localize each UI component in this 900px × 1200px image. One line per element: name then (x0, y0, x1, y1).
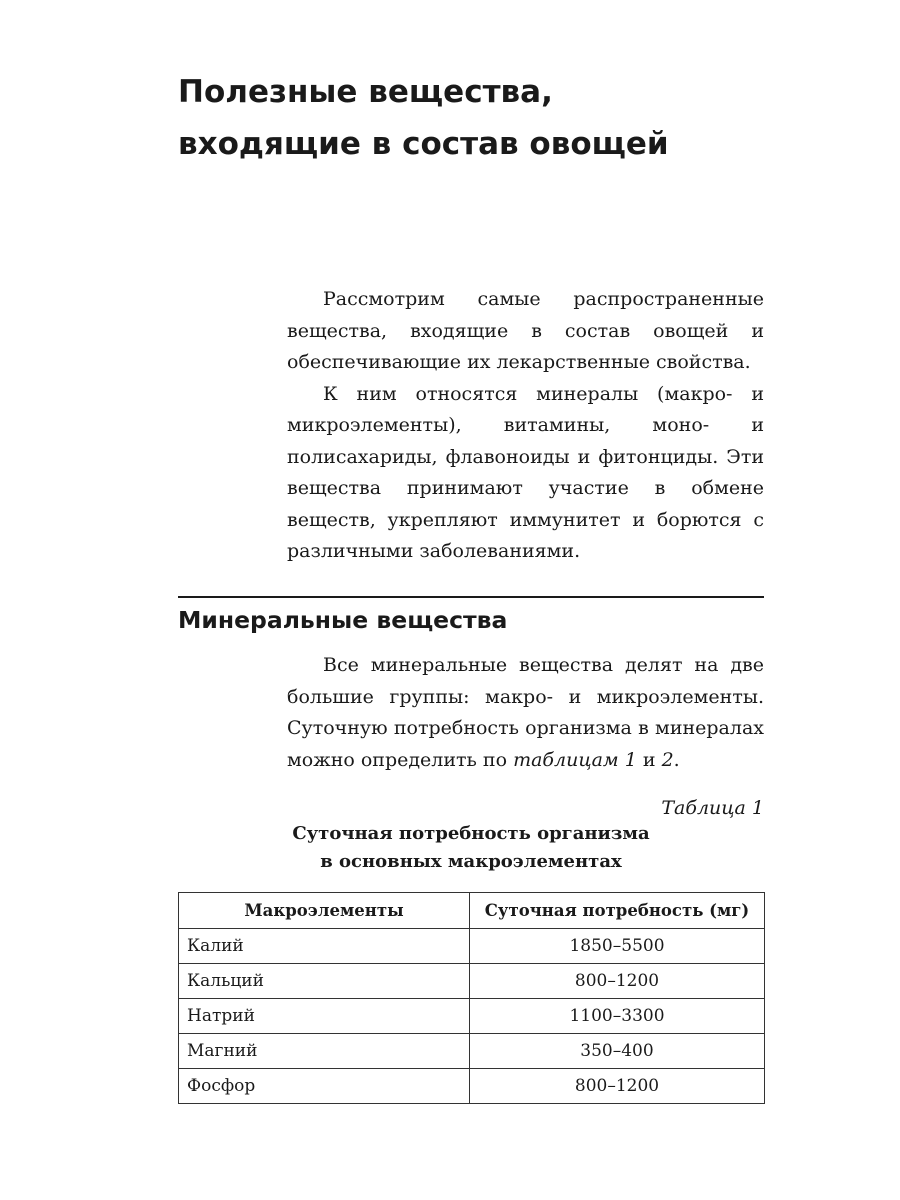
section-text-before: Все минеральные вещества делят на две большие группы: макро- и микроэлементы. Суточную потребность организма в минералах можно определить по (287, 654, 764, 771)
table-row (179, 1034, 765, 1069)
table-reference-2: 2 (661, 748, 674, 771)
chapter-title-line-1: Полезные вещества, (178, 74, 553, 110)
table-cell-value: 800–1200 (470, 1069, 765, 1104)
table-header-requirement: Суточная потребность (мг) (470, 893, 765, 929)
intro-paragraph-1: Рассмотрим самые распространенные вещества, входящие в состав овощей и обеспечивающие их лекарственные свойства. (287, 288, 764, 373)
table-cell-value: 1850–5500 (470, 929, 765, 964)
table-header-element: Макроэлементы (179, 893, 470, 929)
table-cell-element: Натрий (179, 999, 470, 1034)
intro-paragraph-2: К ним относятся минералы (макро- и микроэлементы), витамины, моно- и полисахариды, флавоноиды и фитонциды. Эти вещества принимают участие в обмене веществ, укрепляют иммунитет и борются с различными заболеваниями. (287, 382, 764, 562)
macro-elements-table (178, 892, 765, 1104)
table-row (179, 999, 765, 1034)
section-title: Минеральные вещества (178, 606, 508, 634)
section-text-after: . (673, 748, 680, 771)
table-cell-value: 350–400 (470, 1034, 765, 1069)
table-cell-value: 800–1200 (470, 964, 765, 999)
chapter-title (178, 66, 778, 170)
table-row (179, 1069, 765, 1104)
section-text (287, 650, 764, 776)
table-caption-line-2: в основных макроэлементах (320, 851, 622, 872)
table-cell-element: Калий (179, 929, 470, 964)
table-reference-1: таблицам 1 (513, 748, 637, 771)
intro-text (287, 284, 764, 568)
table-cell-element: Магний (179, 1034, 470, 1069)
table-caption (178, 820, 764, 876)
table-header-row (179, 893, 765, 929)
table-cell-value: 1100–3300 (470, 999, 765, 1034)
section-paragraph (287, 650, 764, 776)
table-cell-element: Кальций (179, 964, 470, 999)
table-caption-line-1: Суточная потребность организма (292, 823, 650, 844)
table-row (179, 964, 765, 999)
chapter-title-line-2: входящие в состав овощей (178, 126, 669, 162)
table-label: Таблица 1 (661, 797, 764, 819)
section-divider (178, 596, 764, 598)
table-cell-element: Фосфор (179, 1069, 470, 1104)
section-text-middle: и (636, 748, 662, 771)
table-row (179, 929, 765, 964)
